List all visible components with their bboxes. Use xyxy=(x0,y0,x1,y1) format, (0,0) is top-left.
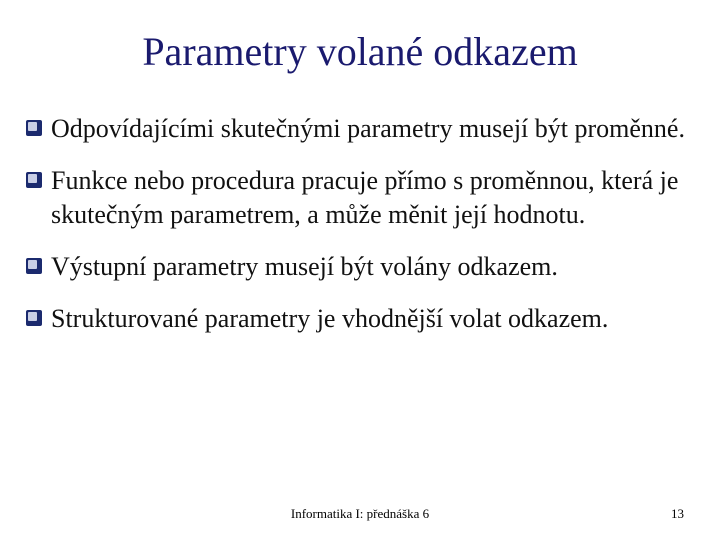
bullet-item xyxy=(26,164,686,232)
bullet-text: Výstupní parametry musejí být volány odkazem. xyxy=(51,252,558,281)
slide-title: Parametry volané odkazem xyxy=(142,29,578,74)
square-bullet-icon xyxy=(26,310,42,326)
bullet-item xyxy=(26,250,686,284)
bullet-text: Strukturované parametry je vhodnější volat odkazem. xyxy=(51,304,609,333)
bullet-item xyxy=(26,112,686,146)
square-bullet-icon xyxy=(26,172,42,188)
slide-footer: Informatika I: přednáška 6 xyxy=(290,506,430,521)
bullet-text: Odpovídajícími skutečnými parametry musejí být proměnné. xyxy=(51,114,685,143)
bullet-list xyxy=(26,112,686,336)
square-bullet-icon xyxy=(26,120,42,136)
bullet-text: Funkce nebo procedura pracuje přímo s proměnnou, která je skutečným parametrem, a může měnit její hodnotu. xyxy=(51,166,679,229)
square-bullet-icon xyxy=(26,258,42,274)
page-number: 13 xyxy=(671,506,684,521)
bullet-item xyxy=(26,302,686,336)
